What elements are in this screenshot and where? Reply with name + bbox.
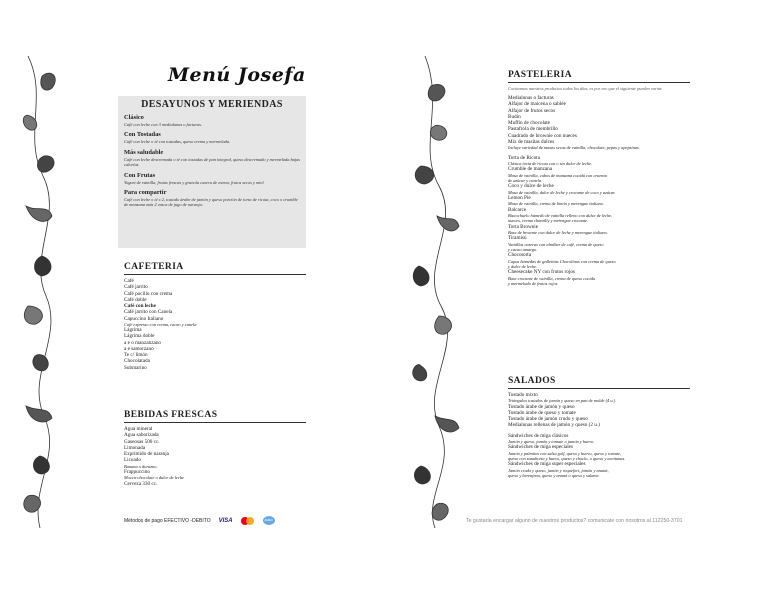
salados-heading: SALADOS [508, 376, 690, 389]
menu-line-item: Medialunas o facturas [508, 95, 554, 102]
menu-item-name: Para compartir [124, 189, 167, 197]
menu-line-item: Cuadrado de brownie con nueces [508, 132, 577, 139]
menu-line-item: Masa de vainilla, crema de limón y merengue italiano. [508, 201, 605, 207]
menu-line-item: Clásica torta de ricota con o sin dulce de leche. [508, 160, 593, 166]
menu-line-item: a e o manzanzano [124, 339, 162, 346]
menu-line-item: Lemon Pie [508, 194, 531, 201]
menu-line-item: Café expresso con crema, cacao y canela [124, 321, 197, 327]
menu-page-left [18, 56, 310, 528]
menu-item-name: Más saludable [124, 148, 164, 156]
menu-line-item: Torta de Ricota [508, 154, 540, 161]
cafeteria-list [124, 278, 306, 371]
menu-item-name: Con Frutas [124, 171, 156, 179]
bebidas-list [124, 426, 306, 487]
menu-line-item: Jamón y queso, jamón y tomate o jamón y huevo. [508, 438, 595, 444]
menu-line-item: Muffin de chocolate [508, 120, 550, 127]
menu-item [124, 172, 300, 185]
menu-line-item: Chocolatada [124, 358, 150, 365]
pasteleria-note: Cocinamos nuestros productos todos los días, es por eso que el siguiente pueden variar. [508, 86, 663, 91]
menu-item [124, 131, 300, 144]
menu-line-item: Incluye variedad de masas secas de vainilla, chocolate, pepas y apepsinas. [508, 145, 640, 151]
cafeteria-section [124, 262, 306, 371]
menu-line-item: Banana o durazno. [124, 463, 158, 469]
menu-line-item: Mocca-chocolate o dulce de leche [124, 475, 184, 481]
menu-line-item: a e samorzano [124, 345, 154, 352]
menu-line-item: Frappuccino [124, 468, 150, 475]
menu-line-item: de azúcar y canela. [508, 177, 543, 183]
pasteleria-list [508, 95, 690, 286]
menu-line-item: Café doble [124, 296, 147, 303]
menu-line-item: Triángulos tostados de jamón y queso en pan de molde (4 u.). [508, 398, 617, 404]
menu-line-item: nueces, crema chantilly y merengue crocante. [508, 218, 589, 224]
menu-line-item: Tostado árabe de jamón crudo y queso [508, 416, 588, 423]
menu-line-item: Cheesecake NY con frutos rojos [508, 269, 575, 276]
menu-line-item: Tostado árabe de jamón y queso [508, 403, 575, 410]
menu-line-item: Sándwiches de miga especiales [508, 444, 573, 451]
menu-item-desc: Café con leche descremada o té con tostadas de pan integral, queso descremado y mermelada bajas calorías. [124, 156, 300, 168]
amex-logo-icon: AMEX [263, 516, 275, 525]
mastercard-logo-icon [241, 517, 255, 525]
menu-item [124, 114, 300, 127]
menu-line-item: Vainillas caseras con almíbar de café, crema de queso [508, 241, 604, 247]
desayunos-heading: DESAYUNOS Y MERIENDAS [141, 99, 283, 110]
menu-line-item: y cacao amargo. [508, 247, 538, 253]
menu-line-item: Alfajor de frutos secos [508, 107, 556, 114]
menu-line-item: Chocotorta [508, 252, 532, 259]
menu-line-item: Café jarrito con Canela [124, 309, 173, 316]
menu-line-item: Limonada [124, 444, 146, 451]
salados-list [508, 392, 690, 478]
menu-line-item: Budín [508, 113, 521, 120]
menu-line-item: queso con zanahoria y huevo, queso y choclo, o queso y aceitunas. [508, 455, 626, 461]
bebidas-heading: BEBIDAS FRESCAS [124, 410, 306, 423]
menu-line-item: Medialunas rellenas de jamón y queso (2 u.) [508, 422, 600, 429]
floral-vine-decoration-left [18, 56, 60, 528]
menu-item-desc: Café con leche con 3 medialunas o facturas. [124, 122, 203, 127]
salados-section [508, 376, 690, 478]
menu-line-item: Mix de masitas dulces [508, 138, 555, 145]
menu-line-item: Café con leche [124, 303, 156, 309]
visa-logo-icon: VISA [218, 517, 233, 524]
menu-line-item: Tiramisú [508, 235, 527, 242]
menu-line-item: y mermelada de frutos rojos. [508, 281, 559, 287]
floral-vine-decoration-right [402, 56, 462, 528]
menu-line-item: Café pocillo con crema [124, 290, 173, 297]
cafeteria-heading: CAFETERIA [124, 262, 306, 275]
pasteleria-section [508, 70, 690, 287]
menu-page-right [402, 56, 720, 528]
menu-item-name: Con Tostadas [124, 131, 161, 139]
menu-line-item: Lágrima [124, 327, 142, 334]
menu-line-item: Lágrima doble [124, 333, 155, 340]
menu-line-item: Agua saborizada [124, 432, 159, 439]
menu-item-desc: Yogurt de vainilla, frutas frescas y granola casera de avena, frutos secos y miel. [124, 179, 265, 185]
menu-line-item: y dulce de leche. [508, 264, 538, 270]
menu-line-item: Sándwiches de miga super especiales [508, 461, 586, 468]
menu-line-item: Base de brownie con dulce de leche y merengue italiano. [508, 229, 608, 235]
menu-line-item: Pastafrola de membrillo [508, 126, 558, 133]
desayunos-section [118, 96, 306, 248]
menu-item-desc: Café con leche o té x 2, tostado árabe de jamón y queso porción de torta de ricota, coco o crumble de manzana más 2 vasos de jugo de naranja. [124, 197, 298, 208]
menu-line-item: Licuado [124, 457, 141, 464]
menu-line-item: Gaseosas 500 cc. [124, 438, 160, 445]
menu-line-item: Cerveza 330 cc. [124, 480, 158, 487]
menu-line-item: Coco y dulce de leche [508, 183, 554, 190]
payment-label: Métodos de pago EFECTIVO -DEBITO [124, 517, 211, 524]
menu-line-item: Sándwiches de miga clásicos [508, 432, 569, 439]
menu-line-item: Te c/ limón [124, 352, 148, 359]
menu-item-name: Clásico [124, 114, 144, 121]
menu-line-item: Submarino [124, 364, 147, 371]
menu-title: Menú Josefa [168, 64, 306, 86]
menu-line-item: Crumble de manzana [508, 166, 553, 173]
menu-item-desc: Café con leche o té con tostadas, queso crema y mermelada. [124, 139, 231, 145]
menu-line-item: Balcarce [508, 206, 527, 213]
menu-line-item: Café [124, 278, 134, 284]
order-contact-footer: Te gustaría encargar alguno de nuestros productos? comunicate con nosotros al 112250-3701 [466, 518, 683, 524]
menu-line-item: Capas húmedas de galletitas Chocolinas con crema de queso [508, 258, 616, 264]
menu-line-item: Masa de vainilla, cubos de manzana cocida con cruenta [508, 172, 607, 178]
menu-line-item: Jamón y palmitos con salsa golf, queso y huevo, queso y tomate, [508, 450, 622, 456]
payment-methods [124, 516, 275, 525]
menu-line-item: Bizcochuelo húmedo de vainilla relleno con dulce de leche, [508, 212, 613, 218]
menu-line-item: Base crocante de vainilla, crema de queso cocida [508, 275, 595, 281]
menu-line-item: Agua mineral [124, 426, 153, 432]
menu-line-item: Capuccino Italiano [124, 315, 164, 322]
bebidas-section [124, 410, 306, 487]
menu-line-item: Café jarrito [124, 284, 148, 291]
menu-item [124, 149, 300, 168]
menu-line-item: Tostado árabe de queso y tomate [508, 409, 576, 416]
menu-item [124, 189, 300, 208]
pasteleria-heading: PASTELERIA [508, 70, 690, 83]
menu-line-item: Tostado mixto [508, 392, 538, 398]
menu-line-item: queso y berenjena, queso y ananá o queso y salame. [508, 473, 600, 479]
menu-line-item: Torta Brownie [508, 223, 539, 230]
menu-line-item: Jamón crudo y queso, jamón y roquefort, jamón y ananá, [508, 467, 609, 473]
menu-line-item: Masa de vainilla, dulce de leche y crocante de coco y azúcar. [508, 189, 616, 195]
menu-line-item: Exprimido de naranja [124, 451, 169, 457]
menu-line-item: Alfajor de maicena o sablée [508, 101, 566, 108]
